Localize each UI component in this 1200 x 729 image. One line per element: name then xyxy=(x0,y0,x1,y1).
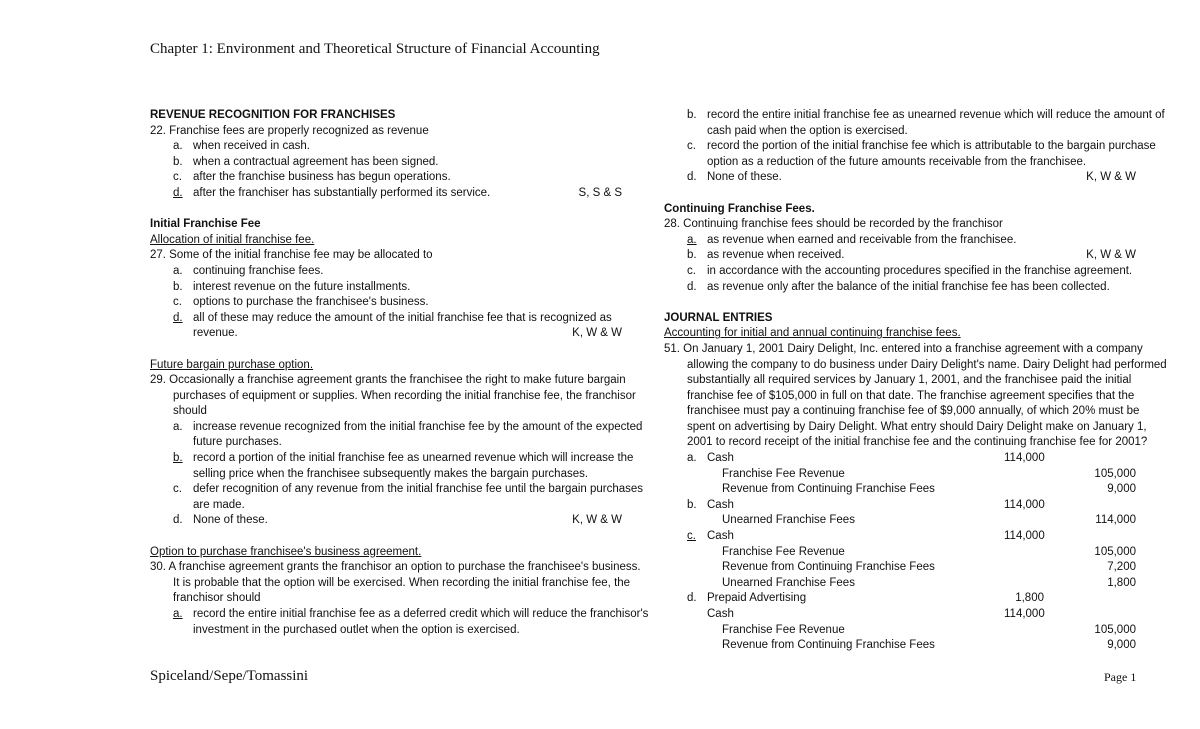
option-text: defer recognition of any revenue from the initial franchise fee until the bargain purchases xyxy=(193,483,644,496)
credit-amount: 105,000 xyxy=(1094,623,1136,636)
account-name: Cash xyxy=(707,530,734,543)
option-continuation: option as a reduction of the future amounts receivable from the franchisee. xyxy=(707,155,1087,168)
option-text: None of these. xyxy=(707,171,782,184)
answer-option xyxy=(664,108,1165,124)
answer-option xyxy=(150,513,622,529)
credit-amount: 9,000 xyxy=(1107,639,1136,652)
option-continuation: cash paid when the option is exercised. xyxy=(707,124,908,137)
account-name: Franchise Fee Revenue xyxy=(722,467,845,480)
option-text: None of these. xyxy=(193,514,268,527)
question-stem-cont: franchisor should xyxy=(173,592,261,605)
option-label: c. xyxy=(687,264,696,277)
subsection-title: Future bargain purchase option. xyxy=(150,358,314,371)
option-text: after the franchise business has begun operations. xyxy=(193,171,451,184)
question-stem-cont: purchases of equipment or supplies. When recording the initial franchise fee, the franchisor xyxy=(173,389,636,402)
journal-line xyxy=(664,529,1136,545)
answer-option xyxy=(664,264,1136,280)
question-stem-cont: substantially all required services by January 1, 2001, and the franchisee paid the initial xyxy=(687,374,1132,387)
option-label: b. xyxy=(687,498,697,511)
journal-line xyxy=(664,560,1136,576)
answer-option xyxy=(664,139,1156,155)
footer-authors: Spiceland/Sepe/Tomassini xyxy=(150,668,309,684)
question-stem: 22. Franchise fees are properly recognized as revenue xyxy=(150,124,429,137)
option-text: continuing franchise fees. xyxy=(193,264,324,277)
answer-option xyxy=(150,295,622,311)
option-text: all of these may reduce the amount of the initial franchise fee that is recognized as xyxy=(193,311,612,324)
question-stem: 51. On January 1, 2001 Dairy Delight, Inc. entered into a franchise agreement with a company xyxy=(664,342,1143,355)
source-tag: S, S & S xyxy=(578,186,622,199)
section-heading: REVENUE RECOGNITION FOR FRANCHISES xyxy=(150,109,396,121)
source-tag: K, W & W xyxy=(572,327,622,340)
option-continuation: selling price when the franchisee subsequently makes the bargain purchases. xyxy=(193,467,589,480)
journal-line xyxy=(664,607,1136,623)
page-number: Page 1 xyxy=(1104,670,1137,684)
option-label: a. xyxy=(173,420,183,433)
answer-option xyxy=(150,420,643,436)
option-label-correct: d. xyxy=(173,186,183,199)
account-name: Franchise Fee Revenue xyxy=(722,545,845,558)
option-label: c. xyxy=(173,296,182,309)
section-heading: Continuing Franchise Fees. xyxy=(664,202,815,215)
option-label-correct: a. xyxy=(687,233,697,246)
question-stem-cont: 2001 to record receipt of the initial franchise fee and the continuing franchise fee for 2001? xyxy=(687,436,1148,449)
account-name: Unearned Franchise Fees xyxy=(722,576,855,589)
answer-option xyxy=(664,280,1136,296)
section-heading: JOURNAL ENTRIES xyxy=(664,311,773,324)
credit-amount: 105,000 xyxy=(1094,467,1136,480)
account-name: Franchise Fee Revenue xyxy=(722,623,845,636)
chapter-title: Chapter 1: Environment and Theoretical Structure of Financial Accounting xyxy=(150,41,600,57)
question-stem: 30. A franchise agreement grants the franchisor an option to purchase the franchisee's business. xyxy=(150,561,641,574)
subsection-title: Allocation of initial franchise fee. xyxy=(150,233,315,246)
question-stem-cont: spent on advertising by Dairy Delight. What entry should Dairy Delight make on January 1, xyxy=(687,420,1147,433)
question-stem: 28. Continuing franchise fees should be recorded by the franchisor xyxy=(664,218,1003,231)
answer-option xyxy=(150,280,622,296)
question-stem: 29. Occasionally a franchise agreement grants the franchisee the right to make future bargain xyxy=(150,374,626,387)
account-name: Unearned Franchise Fees xyxy=(722,514,855,527)
option-label: b. xyxy=(173,280,183,293)
credit-amount: 9,000 xyxy=(1107,483,1136,496)
source-tag: K, W & W xyxy=(1086,171,1136,184)
journal-line xyxy=(664,513,1136,529)
answer-option xyxy=(150,607,649,623)
option-label-correct: c. xyxy=(687,530,696,543)
source-tag: K, W & W xyxy=(572,514,622,527)
answer-option xyxy=(150,311,622,327)
option-label: b. xyxy=(687,249,697,262)
account-name: Cash xyxy=(707,498,734,511)
option-label: d. xyxy=(687,592,697,605)
option-label: d. xyxy=(687,171,697,184)
account-name: Revenue from Continuing Franchise Fees xyxy=(722,483,935,496)
option-label-correct: d. xyxy=(173,311,183,324)
question-stem-cont: allowing the company to do business under Dairy Delight's name. Dairy Delight had performed xyxy=(687,358,1167,371)
source-tag: K, W & W xyxy=(1086,249,1136,262)
option-label-correct: a. xyxy=(173,608,183,620)
journal-line xyxy=(664,451,1136,467)
option-text: options to purchase the franchisee's business. xyxy=(193,296,429,309)
option-text: record a portion of the initial franchise fee as unearned revenue which will increase the xyxy=(193,452,634,465)
question-stem-cont: franchise fee of $105,000 in full on that date. The franchise agreement specifies that the xyxy=(687,389,1135,402)
option-continuation: investment in the purchased outlet when the option is exercised. xyxy=(193,623,520,636)
credit-amount: 105,000 xyxy=(1094,545,1136,558)
credit-amount: 114,000 xyxy=(1095,514,1136,527)
section-heading: Initial Franchise Fee xyxy=(150,218,261,231)
journal-line xyxy=(664,623,1136,639)
option-text: after the franchiser has substantially performed its service. xyxy=(193,186,491,199)
account-name: Prepaid Advertising xyxy=(707,592,807,605)
journal-line xyxy=(664,482,1136,498)
question-stem-cont: It is probable that the option will be exercised. When recording the initial franchise fee, the xyxy=(173,576,631,589)
answer-option xyxy=(150,451,634,467)
left-column xyxy=(150,108,649,638)
debit-amount: 114,000 xyxy=(1004,530,1045,543)
option-continuation: future purchases. xyxy=(193,436,282,449)
option-label: b. xyxy=(687,109,697,121)
account-name: Cash xyxy=(707,608,734,620)
option-label: a. xyxy=(173,264,183,277)
option-label: b. xyxy=(173,155,183,168)
option-label: c. xyxy=(687,140,696,153)
option-text: when a contractual agreement has been signed. xyxy=(193,155,439,168)
option-continuation: revenue. K, W & W xyxy=(150,326,622,342)
journal-line xyxy=(664,591,1136,607)
credit-amount: 7,200 xyxy=(1107,561,1136,574)
answer-option xyxy=(150,264,622,280)
subsection-title: Option to purchase franchisee's business agreement. xyxy=(150,545,422,558)
option-text: as revenue when earned and receivable from the franchisee. xyxy=(707,233,1017,246)
journal-line xyxy=(664,498,1136,514)
answer-option xyxy=(150,482,644,498)
account-name: Cash xyxy=(707,452,734,465)
option-text: when received in cash. xyxy=(193,140,310,153)
answer-option xyxy=(150,186,622,202)
account-name: Revenue from Continuing Franchise Fees xyxy=(722,639,935,652)
option-label: d. xyxy=(173,514,183,527)
answer-option xyxy=(664,233,1136,249)
right-column xyxy=(664,108,1167,654)
answer-option xyxy=(664,248,1136,264)
debit-amount: 1,800 xyxy=(1015,592,1044,605)
option-label: d. xyxy=(687,280,697,293)
option-text: increase revenue recognized from the initial franchise fee by the amount of the expected xyxy=(193,420,643,433)
answer-option xyxy=(664,170,1136,186)
option-label: a. xyxy=(173,140,183,153)
journal-line xyxy=(664,638,1136,654)
account-name: Revenue from Continuing Franchise Fees xyxy=(722,561,935,574)
option-label: c. xyxy=(173,171,182,184)
option-text: as revenue only after the balance of the initial franchise fee has been collected. xyxy=(707,280,1110,293)
debit-amount: 114,000 xyxy=(1004,608,1045,620)
journal-line xyxy=(664,576,1136,592)
journal-line xyxy=(664,467,1136,483)
credit-amount: 1,800 xyxy=(1107,576,1136,589)
option-text: in accordance with the accounting procedures specified in the franchise agreement. xyxy=(707,264,1133,277)
journal-line xyxy=(664,545,1136,561)
subsection-title: Accounting for initial and annual continuing franchise fees. xyxy=(664,327,961,340)
option-text: record the portion of the initial franchise fee which is attributable to the bargain purchase xyxy=(707,140,1156,153)
option-text: record the entire initial franchise fee as unearned revenue which will reduce the amount of xyxy=(707,109,1165,121)
answer-option xyxy=(150,170,622,186)
option-label: c. xyxy=(173,483,182,496)
debit-amount: 114,000 xyxy=(1004,498,1045,511)
option-text: interest revenue on the future installments. xyxy=(193,280,411,293)
debit-amount: 114,000 xyxy=(1004,452,1045,465)
option-continuation: are made. xyxy=(193,498,245,511)
question-stem-cont: franchisee must pay a continuing franchise fee of $9,000 annually, of which 20% must be xyxy=(687,405,1140,418)
answer-option xyxy=(150,155,622,171)
question-stem: 27. Some of the initial franchise fee may be allocated to xyxy=(150,249,433,262)
answer-option xyxy=(150,139,622,155)
option-text: record the entire initial franchise fee as a deferred credit which will reduce the franchisor's xyxy=(193,608,649,620)
option-label-correct: b. xyxy=(173,452,183,465)
option-label: a. xyxy=(687,452,697,465)
question-stem-cont: should xyxy=(173,405,207,418)
option-text: as revenue when received. xyxy=(707,249,845,262)
